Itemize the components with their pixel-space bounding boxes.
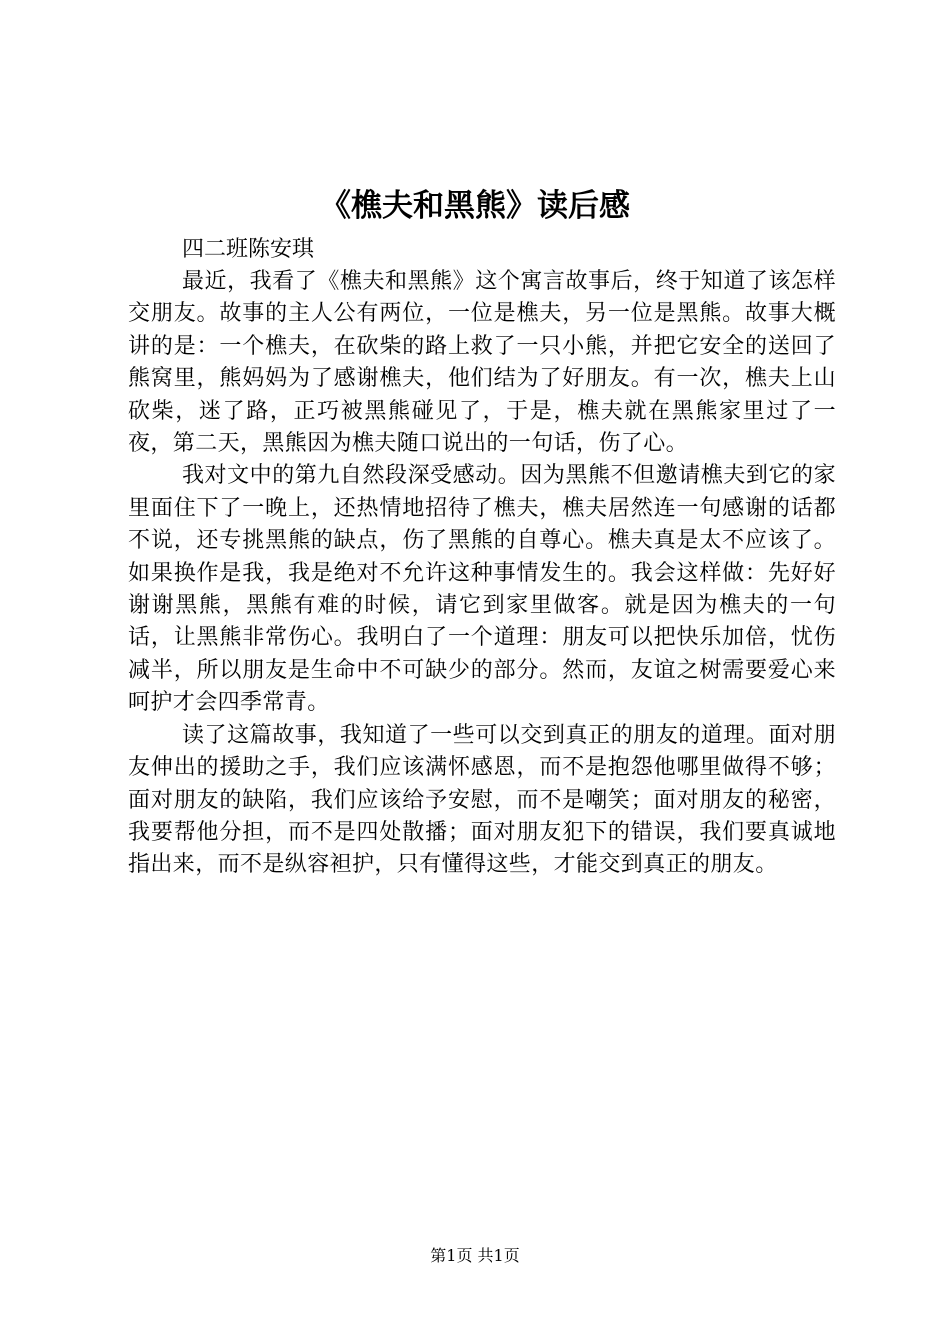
paragraph-3: 读了这篇故事，我知道了一些可以交到真正的朋友的道理。面对朋友伸出的援助之手，我们应该满怀感恩，而不是抱怨他哪里做得不够；面对朋友的缺陷，我们应该给予安慰，而不是嘲笑；面对朋友的秘密，我要帮他分担，而不是四处散播；面对朋友犯下的错误，我们要真诚地指出来，而不是纵容袒护，只有懂得这些，才能交到真正的朋友。 [128, 722, 836, 878]
page-footer: 第1页 共1页 [430, 1246, 520, 1265]
body-text [128, 266, 836, 882]
document-title: 《樵夫和黑熊》读后感 [320, 188, 630, 224]
author-line: 四二班陈安琪 [182, 237, 315, 262]
paragraph-1: 最近，我看了《樵夫和黑熊》这个寓言故事后，终于知道了该怎样交朋友。故事的主人公有两位，一位是樵夫，另一位是黑熊。故事大概讲的是：一个樵夫，在砍柴的路上救了一只小熊，并把它安全的送回了熊窝里，熊妈妈为了感谢樵夫，他们结为了好朋友。有一次，樵夫上山砍柴，迷了路，正巧被黑熊碰见了，于是，樵夫就在黑熊家里过了一夜，第二天，黑熊因为樵夫随口说出的一句话，伤了心。 [128, 269, 836, 457]
paragraph-2: 我对文中的第九自然段深受感动。因为黑熊不但邀请樵夫到它的家里面住下了一晚上，还热情地招待了樵夫，樵夫居然连一句感谢的话都不说，还专挑黑熊的缺点，伤了黑熊的自尊心。樵夫真是太不应该了。如果换作是我，我是绝对不允许这种事情发生的。我会这样做：先好好谢谢黑熊，黑熊有难的时候，请它到家里做客。就是因为樵夫的一句话，让黑熊非常伤心。我明白了一个道理：朋友可以把快乐加倍，忧伤减半，所以朋友是生命中不可缺少的部分。然而，友谊之树需要爱心来呵护才会四季常青。 [128, 463, 836, 716]
